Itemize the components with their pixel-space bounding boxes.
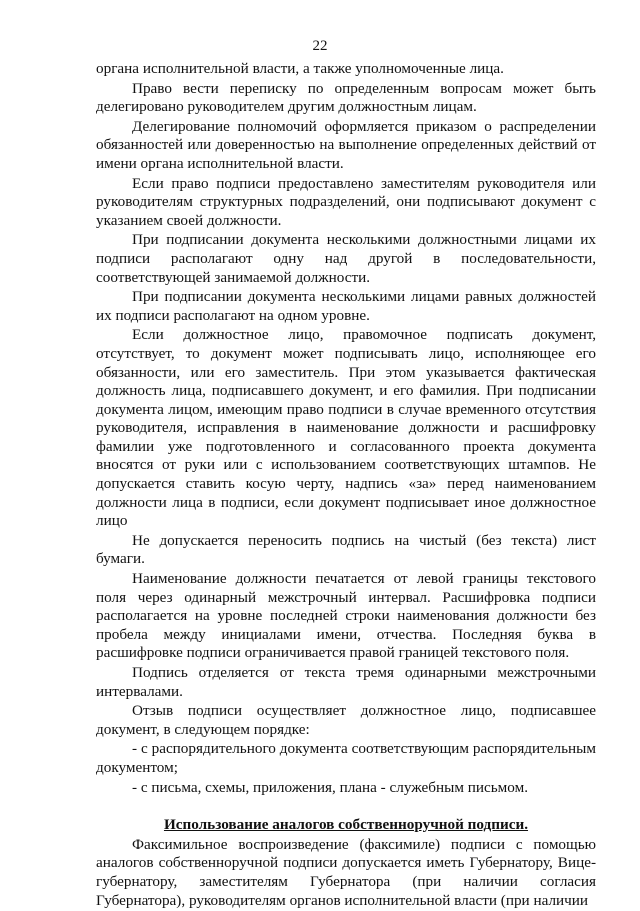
section-heading: Использование аналогов собственноручной подписи.: [163, 816, 529, 834]
paragraph: органа исполнительной власти, а также уполномоченные лица.: [96, 60, 504, 77]
paragraph: Не допускается переносить подпись на чистый (без текста) лист бумаги.: [96, 531, 596, 568]
list-item: - с письма, схемы, приложения, плана - служебным письмом.: [132, 778, 529, 796]
paragraph: Подпись отделяется от текста тремя одинарными межстрочными интервалами.: [96, 664, 596, 700]
paragraph: Наименование должности печатается от левой границы текстового поля через одинарный межстрочный интервал. Расшифровка подписи располагается на уровне последней строки наименования должности без пробела между инициалами имени, отчества. Последняя буква в расшифровке подписи ограничивается правой границей текстового поля.: [96, 570, 596, 662]
paragraph: Факсимильное воспроизведение (факсимиле) подписи с помощью аналогов собственноручной подписи допускается иметь Губернатору, Вице-губернатору, заместителям Губернатора (при наличии согласия Губернатора), руководителям органов исполнительной власти (при наличии: [96, 835, 596, 909]
document-body: [96, 60, 596, 911]
page-number: 22: [312, 38, 328, 54]
paragraph: Делегирование полномочий оформляется приказом о распределении обязанностей или доверенностью на выполнение определенных действий от имени органа исполнительной власти.: [96, 117, 596, 172]
paragraph: При подписании документа несколькими лицами равных должностей их подписи располагают на одном уровне.: [96, 288, 596, 324]
paragraph: Если право подписи предоставлено заместителям руководителя или руководителям структурных подразделений, они подписывают документ с указанием своей должности.: [96, 174, 596, 229]
paragraph: Право вести переписку по определенным вопросам может быть делегировано руководителем другим должностным лицам.: [96, 79, 596, 116]
list-item: - с распорядительного документа соответствующим распорядительным документом;: [96, 740, 596, 776]
paragraph: Если должностное лицо, правомочное подписать документ, отсутствует, то документ может подписывать лицо, исполняющее его обязанности, или его заместитель. При этом указывается фактическая должность лица, подписавшего документ, и его фамилия. При подписании документа лицом, имеющим право подписи в случае временного отсутствия руководителя, исправления в наименование должности и расшифровку фамилии уже подготовленного и согласованного проекта документа вносятся от руки или с использованием соответствующих штампов. Не допускается ставить косую черту, надпись «за» перед наименованием должности лица в подписи, если документ подписывает иное должностное лицо: [96, 326, 596, 530]
paragraph: Отзыв подписи осуществляет должностное лицо, подписавшее документ, в следующем порядке:: [96, 702, 596, 738]
paragraph: При подписании документа несколькими должностными лицами их подписи располагают одну над другой в последовательности, соответствующей занимаемой должности.: [96, 231, 596, 286]
